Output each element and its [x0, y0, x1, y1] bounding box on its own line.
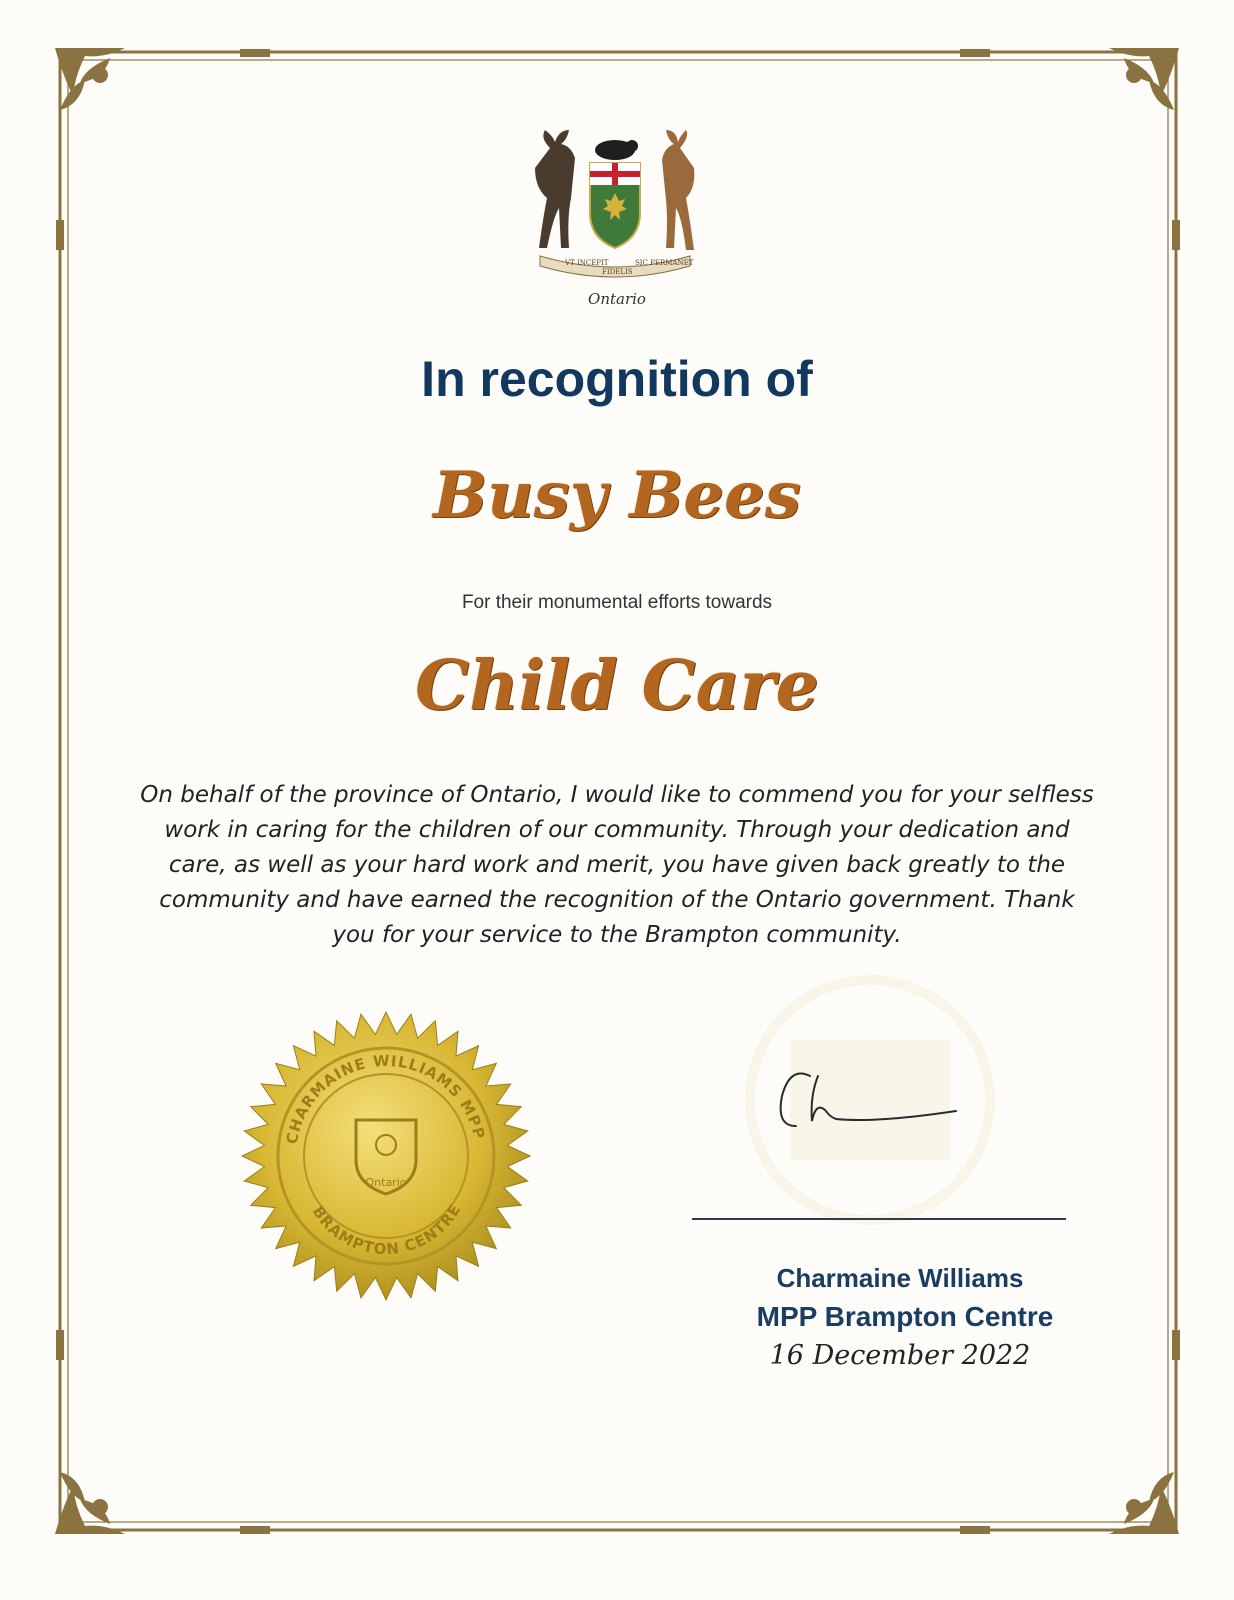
signer-title: MPP Brampton Centre [756, 1301, 1054, 1332]
seal-text-top: CHARMAINE WILLIAMS MPP [282, 1051, 489, 1146]
recognition-area: Child Care [415, 646, 819, 726]
seal-text-bottom: BRAMPTON CENTRE [308, 1200, 465, 1259]
seal-inner-text: Ontario [365, 1176, 407, 1189]
motto-right: SIC PERMANET [635, 259, 694, 267]
gold-seal [240, 1010, 532, 1302]
signer-name: Charmaine Williams [776, 1263, 1024, 1293]
recipient-name: Busy Bees [433, 458, 801, 533]
crest-caption: Ontario [588, 290, 646, 308]
motto-center: FIDELIS [602, 268, 633, 276]
corner-ornament-bottom-left [55, 1472, 125, 1534]
certificate-heading: In recognition of [421, 351, 813, 407]
handwritten-signature [770, 1056, 990, 1136]
ontario-coat-of-arms [530, 128, 700, 278]
certificate-date: 16 December 2022 [769, 1340, 1031, 1371]
motto-left: VT INCEPIT [565, 259, 609, 267]
recognition-subline: For their monumental efforts towards [461, 592, 773, 613]
signature-line [692, 1218, 1066, 1220]
corner-ornament-top-left [55, 48, 125, 110]
corner-ornament-bottom-right [1109, 1472, 1179, 1534]
corner-ornament-top-right [1109, 48, 1179, 110]
commendation-text: On behalf of the province of Ontario, I would like to commend you for your selfless work in caring for the children of our community. Through your dedication and care, as well as your hard work and merit, you have given back greatly to the community and have earned the recognition of the Ontario government. Thank you for your service to the Brampton community. [140, 782, 1094, 948]
